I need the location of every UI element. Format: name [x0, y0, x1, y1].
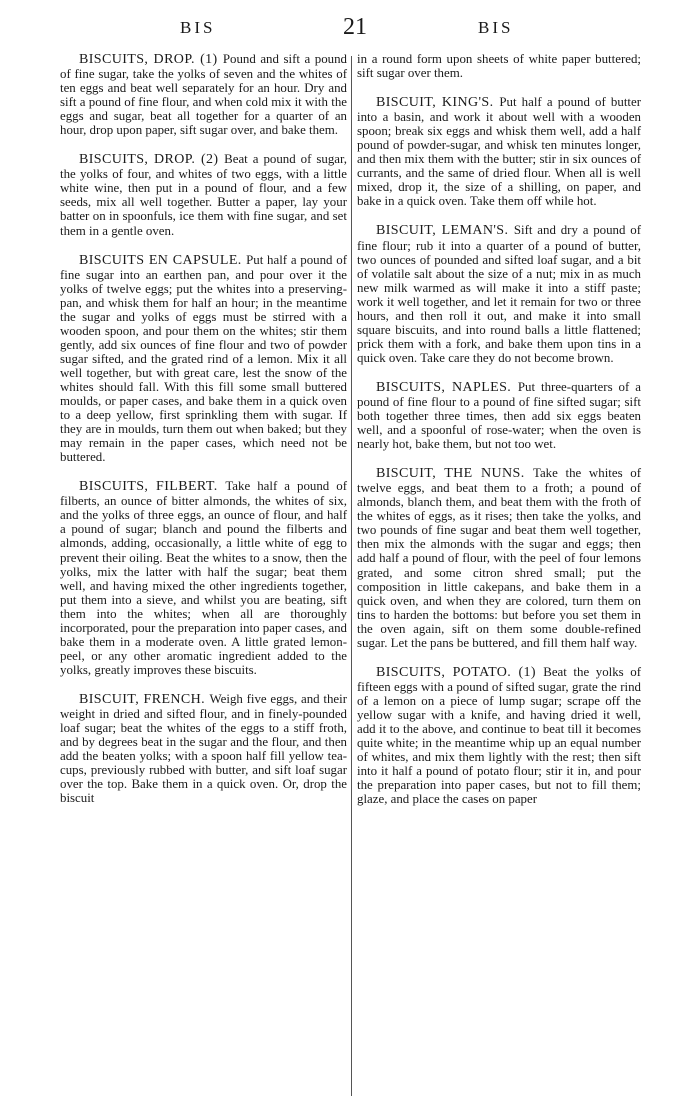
recipe-text: Beat a pound of sugar, the yolks of four, and whites of two eggs, with a little white wine, then put in a pound of flour, and a few seeds, mix all well together. Butter a paper, lay your batter on in spoonfuls, ice them with fine sugar, and set them in a gentle oven.	[60, 152, 348, 238]
running-head-left: BIS	[180, 18, 216, 37]
recipe-entry	[60, 253, 347, 465]
recipe-text: Weigh five eggs, and their weight in dried and sifted flour, and in finely-pounded loaf sugar; beat the whites of the eggs to a stiff froth, and by degrees beat in the sugar and the flour, and then add the beaten yolks; with a spoon half fill yellow tea-cups, previously rubbed with butter, and sift loaf sugar over the top. Bake them in a quick oven. Or, drop the biscuit	[60, 691, 347, 806]
column-divider	[351, 56, 352, 1096]
recipe-heading: BISCUITS, DROP. (1)	[79, 52, 223, 67]
recipe-heading: BISCUIT, LEMAN'S.	[376, 223, 514, 239]
right-column	[357, 52, 641, 806]
recipe-heading: BISCUIT, KING'S.	[376, 95, 500, 111]
page-number: 21	[343, 14, 367, 40]
recipe-text: Put three-quarters of a pound of fine flour to a pound of fine sifted sugar; sift both together three times, then add six eggs beaten well, and a spoonful of rose-water; when the oven is nearly hot, bake them, but not too wet.	[357, 379, 641, 452]
running-head-right: BIS	[478, 18, 514, 37]
recipe-text: Put half a pound of butter into a basin, and work it about well with a wooden spoon; break six eggs and whisk them well, add a half pound of powder-sugar, and whisk ten minutes longer, and then mix them with the butter; stir in six ounces of currants, and the same of dried flour. When all is well mixed, drop it, the size of a shilling, on paper, and bake in a quick oven. Take them off while hot.	[357, 95, 642, 209]
recipe-text: Beat the yolks of fifteen eggs with a pound of sifted sugar, grate the rind of a lemon on a piece of lump sugar; scrape off the yellow sugar with a knife, and having dried it well, add it to the above, and continue to beat till it becomes quite white; in the meantime whip up an equal number of whites, and mix them lightly with the rest; then sift into it half a pound of potato flour; stir it in, and pour the preparation into paper cases, but not to fill them; glaze, and place the cases on paper	[357, 664, 641, 807]
recipe-heading: BISCUIT, FRENCH.	[79, 691, 210, 707]
left-column	[60, 52, 347, 805]
recipe-entry	[60, 152, 347, 237]
recipe-entry	[357, 95, 641, 208]
recipe-entry	[357, 223, 641, 364]
recipe-entry	[60, 479, 347, 677]
recipe-entry	[357, 466, 641, 650]
recipe-text: Sift and dry a pound of fine flour; rub it into a quarter of a pound of butter, two ounces of pounded and sifted loaf sugar, and a bit of volatile salt about the size of a nut; mix in as much new milk warmed as will make it into a stiff paste; work it well together, and let it remain for two or three hours, and then roll it out, and make it into small square biscuits, and into round balls a little flattened; prick them with a fork, and bake them upon tins in a quick oven. Take care they do not become brown.	[357, 223, 641, 365]
recipe-heading: BISCUIT, THE NUNS.	[376, 466, 533, 482]
recipe-heading: BISCUITS, FILBERT.	[79, 479, 226, 495]
recipe-entry	[60, 692, 347, 805]
recipe-heading: BISCUITS, POTATO. (1)	[376, 664, 544, 680]
recipe-text: in a round form upon sheets of white paper buttered; sift sugar over them.	[357, 52, 641, 81]
recipe-heading: BISCUITS, DROP. (2)	[79, 152, 225, 168]
recipe-text: Take half a pound of filberts, an ounce of bitter almonds, the whites of six, and the yolks of three eggs, an ounce of flour, and half a pound of sugar; blanch and pound the filberts and almonds, adding, occasionally, a little white of egg to prevent their oiling. Beat the whites to a snow, then the yolks, mix the latter with half the sugar; beat them well, and having mixed the other ingredients together, put them into a sieve, and whilst you are beating, sift them into the whites; when all are thoroughly incorporated, pour the preparation into paper cases, and bake them in a moderate oven. A little grated lemon-peel, or any other aromatic ingredient added to the yolks, greatly improves these biscuits.	[60, 479, 347, 677]
recipe-entry	[60, 52, 347, 137]
recipe-text: Take the whites of twelve eggs, and beat them to a froth; a pound of almonds, blanch them, and beat them with the froth of the whites of eggs, as it rises; then take the yolks, and two pounds of fine sugar and beat them well together, then mix the almonds with the sugar and eggs; then add half a pound of flour, with the peel of four lemons grated, and some citron shred small; put the composition in little cakepans, and bake them in a quick oven, and when they are colored, turn them on tins to harden the bottoms: but before you set them in the oven again, sift on them some double-refined sugar. Let the pans be buttered, and fill them half way.	[357, 466, 642, 650]
recipe-heading: BISCUITS, NAPLES.	[376, 379, 518, 395]
recipe-continuation	[357, 52, 641, 80]
recipe-heading: BISCUITS EN CAPSULE.	[79, 252, 247, 268]
running-head	[58, 14, 648, 44]
recipe-entry	[357, 380, 641, 451]
recipe-text: Put half a pound of fine sugar into an earthen pan, and pour over it the yolks of twelve eggs; put the whites into a preserving-pan, and whisk them for half an hour; in the meantime the sugar and yolks of eggs must be stirred with a wooden spoon, and pour them on the whites; stir them gently, add six ounces of fine flour and two of powder sugar sifted, and the grated rind of a lemon. Mix it all well together, but with great care, lest the snow of the whites should fall. With this fill some small buttered moulds, or paper cases, and bake them in a quick oven to a deep yellow, first sprinkling them with sugar. If they are in moulds, turn them out when baked; but they may remain in the paper cases, which need not be buttered.	[60, 252, 347, 465]
recipe-text: Pound and sift a pound of fine sugar, take the yolks of seven and the whites of ten eggs and beat well separately for an hour. Dry and sift a pound of fine flour, and when cold mix it with the eggs and sugar, beat all together for a quarter of an hour, drop upon paper, sift sugar over, and bake them.	[60, 52, 347, 138]
recipe-entry	[357, 665, 641, 806]
